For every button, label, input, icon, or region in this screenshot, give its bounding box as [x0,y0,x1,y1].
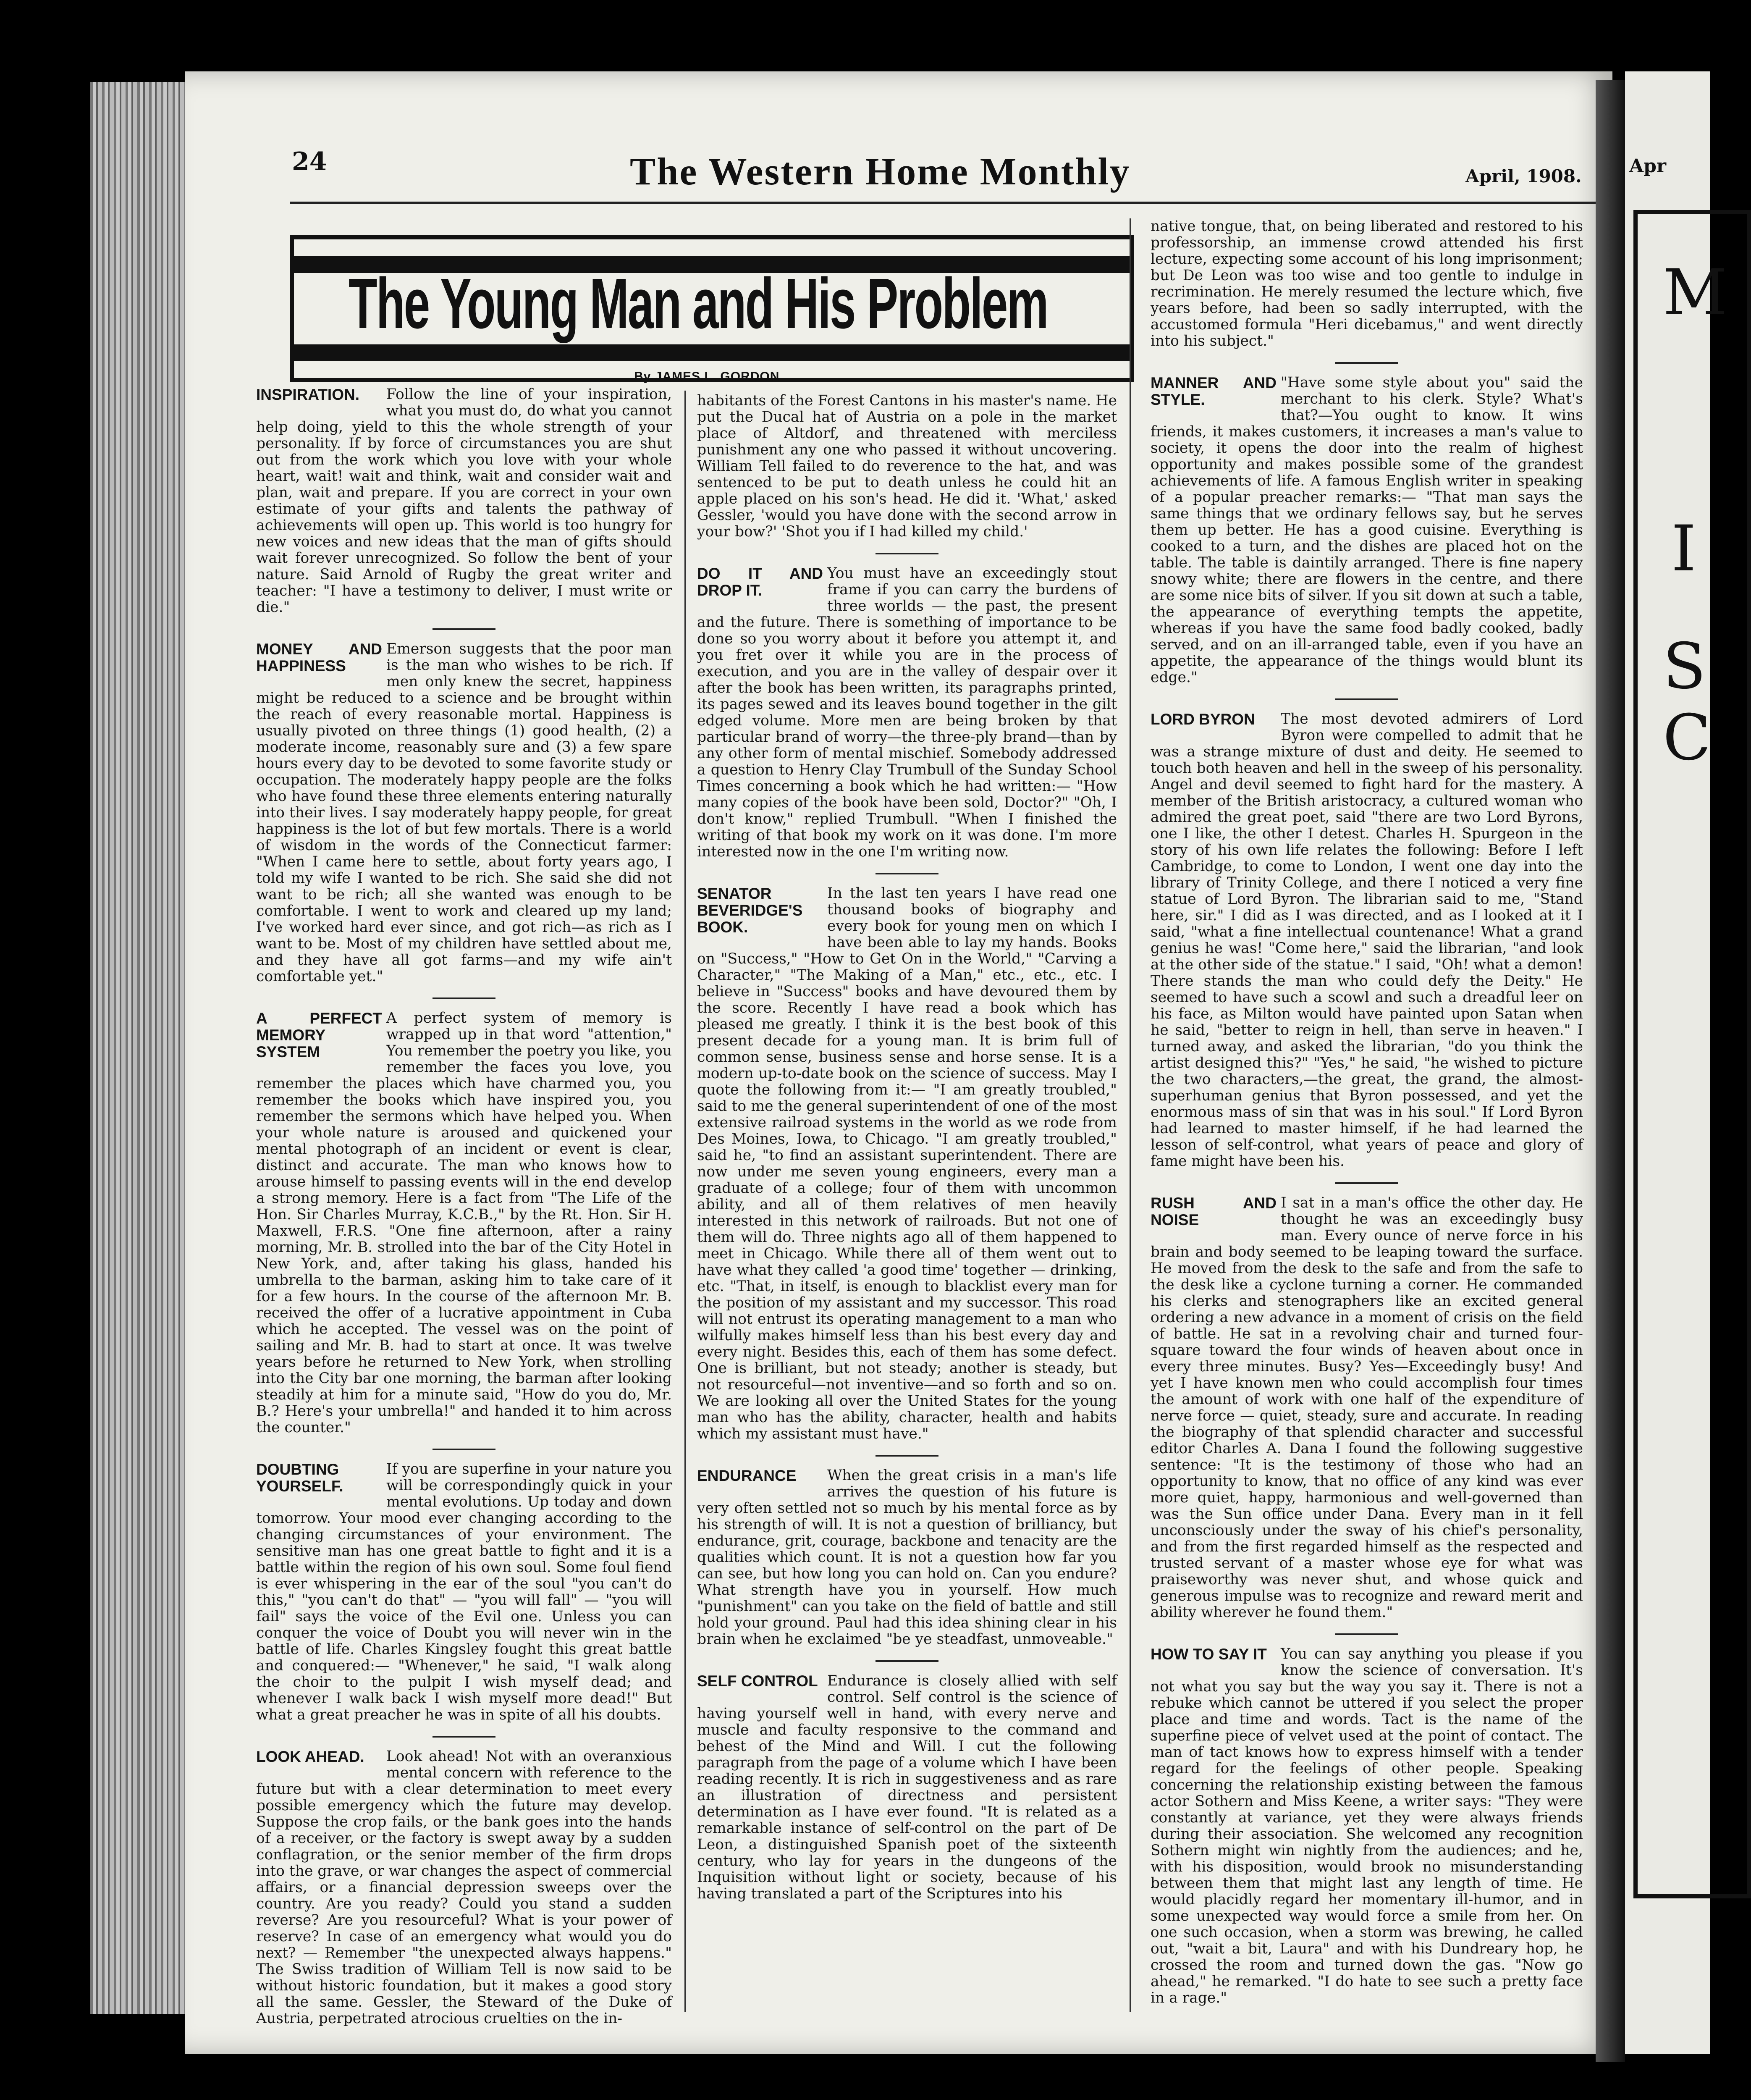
section-separator [876,873,938,874]
section-separator [876,1455,938,1457]
magazine-title: The Western Home Monthly [630,150,1131,193]
column-rule [684,391,686,2012]
section-separator [876,1660,938,1662]
article-section [697,1467,1117,1648]
section-body: Look ahead! Not with an overanxious mental concern with reference to the future but with a clear determination to meet every possible emergency which the future may develop. Suppose the crop fails, or the bank goes into the hands of a receiver, or the factory is swept away by a sudden conflagration, or the senior member of the firm drops into the grave, or war changes the aspect of commercial affairs, or a financial depression sweeps over the country. Are you ready? Could you stand a sudden reverse? Are you resourceful? What is your power of reserve? In case of an emergency what would you do next? — Remember "the unexpected always happens." The Swiss tradition of William Tell is now said to be without historic foundation, but it makes a good story all the same. Gessler, the Steward of the Duke of Austria, perpetrated atrocious cruelties on the in- [256,1748,672,2027]
text-column-1 [256,386,672,2027]
section-body: You can say anything you please if you know the science of conversation. It's not what you say but the way you say it. There is not a rebuke which cannot be uttered if you select the proper place and time and words. Tact is the name of the superfine piece of velvet used at the point of contact. The man of tact knows how to express himself with a tender regard for the feelings of other people. Speaking concerning the relationship existing between the famous actor Sothern and Miss Keene, a writer says: "They were constantly at variance, yet they were always friends during their association. She welcomed any recognition Sothern might win nightly from the audiences; and he, with his disposition, would brook no misunderstanding between them that might last any length of time. He would placidly regard her momentary ill-humor, and in some unexpected way would force a smile from her. On one such occasion, when a storm was brewing, he called out, "wait a bit, Laura" and with his Dundreary hop, he crossed the room and turned down the gas. "Now go ahead," he remarked. "I do hate to see such a pretty face in a rage." [1151,1646,1583,2006]
facing-page-letter: I [1671,512,1696,585]
section-separator [1335,1633,1398,1635]
facing-page-edge [1625,71,1727,2054]
section-body: When the great crisis in a man's life arrives the question of his future is very often settled not so much by his mental force as by his strength of will. It is not a question of brilliancy, but endurance, grit, courage, backbone and tenacity are the qualities which count. It is not a question how far you can see, but how long you can hold on. Can you endure? What strength have you in yourself. How much "punishment" can you take on the field of battle and still hold your ground. Paul had this idea shining clear in his brain when he exclaimed "be ye steadfast, unmoveable." [697,1467,1117,1648]
section-body: native tongue, that, on being liberated and restored to his professorship, an immense crowd attended his first lecture, expecting some account of his long imprisonment; but De Leon was too wise and too gentle to indulge in recrimination. He merely resumed the lecture which, five years before, had been so sadly interrupted, with the accustomed formula "Heri dicebamus," and went directly into his subject." [1151,218,1583,349]
page-number: 24 [292,147,327,176]
text-column-2 [697,393,1117,1902]
article-section [256,1010,672,1436]
section-separator [433,1736,495,1738]
section-separator [433,998,495,999]
section-heading: DO IT AND DROP IT. [697,565,823,599]
section-heading: LORD BYRON [1151,711,1255,728]
article-section [697,885,1117,1442]
section-body: The most devoted admirers of Lord Byron were compelled to admit that he was a strange mixture of dust and deity. He seemed to touch both heaven and hell in the sweep of his personality. Angel and devil seemed to fight hard for the mastery. A member of the British aristocracy, a cultured woman who admired the great poet, said "there are two Lord Byrons, one I like, the other I detest. Charles H. Spurgeon in the story of his own life relates the following: Before I left Cambridge, to come to London, I went one day into the library of Trinity College, and there I noticed a very fine statue of Lord Byron. The librarian said to me, "Stand here, sir." I did as I was directed, and as I looked at it I said, "what a fine intellectual countenance! What a grand genius he was! "Come here," said the librarian, "and look at the other side of the statue." I said, "Oh! what a demon! There stands the man who could defy the Deity." He seemed to have such a scowl and such a dreadful leer on his face, as Milton would have painted upon Satan when he said, "better to reign in hell, than serve in heaven." I turned away, and asked the librarian, "do you think the artist designed this?" "Yes," he said, "he wished to picture the two characters,—the great, the grand, the almost-superhuman genius that Byron possessed, and yet the enormous mass of sin that was in his soul." If Lord Byron had learned to master himself, if he had learned the lesson of self-control, what years of peace and glory of fame might have been his. [1151,711,1583,1170]
article-section [1151,1195,1583,1621]
section-heading: SELF CONTROL [697,1672,818,1690]
article-section [1151,218,1583,349]
facing-page-letter: M [1663,256,1727,329]
facing-page-frame [1633,210,1751,1898]
section-separator [433,1449,495,1450]
section-separator [1335,362,1398,364]
section-heading: INSPIRATION. [256,386,359,403]
article-section [256,386,672,616]
text-column-3 [1151,218,1583,2006]
header-rule [290,202,1596,204]
section-body: You must have an exceedingly stout frame if you can carry the burdens of three worlds — the past, the present and the future. There is something of importance to be done so you worry about it before you attempt it, and you fret over it while you are in the process of execution, and you are in the valley of despair over it after the book has been written, its paragraphs printed, its pages sewed and its leaves bound together in the gilt edged volume. More men are being broken by that particular brand of worry—the three-ply brand—than by any other form of mental mischief. Somebody addressed a question to Henry Clay Trumbull of the Sunday School Times concerning a book which he had written:— "How many copies of the book have been sold, Doctor?" "Oh, I don't know," replied Trumbull. "When I finished the writing of that book my work on it was done. I'm more interested now in the one I'm writing now. [697,565,1117,860]
article-section [1151,1646,1583,2006]
article-title: The Young Man and His Problem [349,264,1048,344]
article-section [697,565,1117,860]
article-section [256,1748,672,2027]
title-box-bar [294,344,1130,361]
facing-page-letter: S [1663,630,1706,703]
section-heading: A PERFECT MEMORY SYSTEM [256,1010,382,1060]
article-section [256,641,672,985]
page-gutter [1596,80,1625,2062]
section-heading: HOW TO SAY IT [1151,1646,1267,1663]
article-byline: By JAMES L. GORDON [634,370,780,383]
section-separator [433,628,495,630]
section-body: Emerson suggests that the poor man is the man who wishes to be rich. If men only knew the secret, happiness might be reduced to a science and be brought within the reach of every reasonable mortal. Happiness is usually pivoted on three things (1) good health, (2) a moderate income, reasonably sure and (3) a few spare hours every day to be devoted to some favorite study or occupation. The moderately happy people are the folks who have found these three elements entering naturally into their lives. I say moderately happy people, for great happiness is the lot of but few mortals. There is a world of wisdom in the words of the Connecticut farmer: "When I came here to settle, about forty years ago, I told my wife I wanted to be rich. She said she did not want to be rich; all she wanted was enough to be comfortable. I went to work and cleared up my land; I've worked hard ever since, and got rich—as rich as I want to be. Most of my children have settled about me, and they have all got farms—and my wife ain't comfortable yet." [256,640,672,985]
article-title-box [290,235,1134,382]
section-body: I sat in a man's office the other day. He thought he was an exceedingly busy man. Every ounce of nerve force in his brain and body seemed to be leaping toward the surface. He moved from the desk to the safe and from the safe to the desk like a cyclone turning a corner. He commanded his clerks and stenographers like an excited general ordering a new advance in a moment of crisis on the field of battle. He sat in a revolving chair and turned four-square toward the four winds of heaven about once in every three minutes. Busy? Yes—Exceedingly busy! And yet I have known men who could accomplish four times the amount of work with one half of the expenditure of nerve force — quiet, steady, sure and accurate. In reading the biography of that splendid character and successful editor Charles A. Dana I found the following suggestive sentence: "It is the testimony of those who had an opportunity to know, that no office of any kind was ever more quiet, happy, harmonious and well-governed than was the Sun office under Dana. Every man in it fell unconsciously under the sway of his chief's personality, and from the first regarded himself as the respected and trusted servant of a master whose eye for what was praiseworthy was never shut, and whose quick and generous impulse was to recognize and reward merit and ability wherever he found them." [1151,1194,1583,1621]
facing-page-header: Apr [1629,155,1667,177]
section-heading: SENATOR BEVERIDGE'S BOOK. [697,885,803,936]
section-separator [1335,1182,1398,1184]
article-section [1151,711,1583,1170]
section-body: habitants of the Forest Cantons in his master's name. He put the Ducal hat of Austria on a pole in the market place of Altdorf, and threatened with merciless punishment any one who passed it without uncovering. William Tell failed to do reverence to the hat, and was sentenced to be put to death unless he could hit an apple placed on his son's head. He did it. 'What,' asked Gessler, 'would you have done with the second arrow in your bow?' 'Shot you if I had killed my child.' [697,392,1117,540]
article-section [697,393,1117,540]
column-rule [1130,218,1131,2012]
book-spine [90,82,185,2014]
section-heading: ENDURANCE [697,1467,797,1484]
section-heading: DOUBTING YOURSELF. [256,1461,343,1495]
section-heading: LOOK AHEAD. [256,1748,364,1765]
article-section [256,1461,672,1723]
facing-page-letter: C [1663,701,1711,774]
section-body: In the last ten years I have read one thousand books of biography and every book for young men on which I have been able to lay my hands. Books on "Success," "How to Get On in the World," "Carving a Character," "The Making of a Man," etc., etc., etc. I believe in "Success" books and have devoured them by the score. Recently I have read a book which has pleased me greatly. I think it is the best book of this present decade for a young man. It is brim full of common sense, business sense and horse sense. It is a modern up-to-date book on the science of success. May I quote the following from it:— "I am greatly troubled," said to me the general superintendent of one of the most extensive railroad systems in the world as we rode from Des Moines, Iowa, to Chicago. "I am greatly troubled," said he, "to find an assistant superintendent. There are now under me seven young engineers, every man a graduate of a college; four of them with uncommon ability, and all of them relatives of men heavily interested in this network of railroads. But not one of them will do. Three nights ago all of them happened to meet in Chicago. While there all of them went out to have what they called 'a good time' together — drinking, etc. "That, in itself, is enough to blacklist every man for the position of my assistant and my successor. This road will not entrust its operating management to a man who wilfully makes himself less than his best every day and every night. Besides this, each of them has some defect. One is brilliant, but not steady; another is steady, but not resourceful—not inventive—and so forth and so on. We are looking all over the United States for the young man who has the ability, character, health and habits which my assistant must have." [697,885,1117,1442]
section-heading: MANNER AND STYLE. [1151,374,1277,408]
section-separator [876,553,938,554]
section-heading: MONEY AND HAPPINESS [256,640,382,675]
article-section [1151,375,1583,686]
section-heading: RUSH AND NOISE [1151,1194,1277,1228]
section-body: A perfect system of memory is wrapped up in that word "attention," You remember the poetry you like, you remember the faces you love, you remember the places which have charmed you, you remember the books which have inspired you, you remember the sermons which have helped you. When your whole nature is aroused and quickened your mental photograph of an incident or event is clear, distinct and accurate. The man who knows how to arouse himself to passing events will in the end develop a strong memory. Here is a fact from "The Life of the Hon. Sir Charles Murray, K.C.B.," by the Rt. Hon. Sir H. Maxwell, F.R.S. "One fine afternoon, after a rainy morning, Mr. B. strolled into the bar of the City Hotel in New York, and, after taking his glass, handed his umbrella to the barman, asking him to take care of it for a few hours. In the course of the afternoon Mr. B. received the offer of a lucrative appointment in Cuba which he accepted. The vessel was on the point of sailing and Mr. B. had to start at once. It was twelve years before he returned to New York, when strolling into the City bar one morning, the barman after looking steadily at him for a minute said, "How do you do, Mr. B.? Here's your umbrella!" and handed it to him across the counter." [256,1010,672,1436]
article-section [697,1673,1117,1902]
section-separator [1335,698,1398,700]
issue-date: April, 1908. [1465,166,1582,186]
section-body: "Have some style about you" said the merchant to his clerk. Style? What's that?—You ought to know. It wins friends, it makes customers, it increases a man's value to society, it opens the door into the realm of highest opportunity and makes possible some of the grandest achievements of life. A famous English writer in speaking of a popular preacher remarks:— "That man says the same things that we ordinary fellows say, but he serves them up better. He has a good cuisine. Everything is cooked to a turn, and the dishes are placed hot on the table. The table is daintily arranged. There is fine napery snowy white; there are flowers in the centre, and there are some nice bits of silver. If you sit down at such a table, the appearance of everything tempts the appetite, whereas if you have the same food badly cooked, badly served, and on an ill-arranged table, even if you have an appetite, the appearance of the things would blunt its edge." [1151,374,1583,686]
section-body: Follow the line of your inspiration, what you must do, do what you cannot help doing, yield to this the whole strength of your personality. If by force of circumstances you are shut out from the work which you love with your whole heart, wait! wait and think, wait and consider wait and plan, wait and prepare. If you are correct in your own estimate of your gifts and talents the pathway of achievements will open up. This world is too hungry for new voices and new ideas that the man of gifts should wait forever unrecognized. So follow the bent of your nature. Said Arnold of Rugby the great writer and teacher: "I have a testimony to deliver, I must write or die." [256,386,672,616]
section-body: If you are superfine in your nature you will be correspondingly quick in your mental evolutions. Up today and down tomorrow. Your mood ever changing according to the changing circumstances of your environment. The sensitive man has one great battle to fight and it is a battle within the region of his own soul. Some foul fiend is ever whispering in the ear of the soul "you can't do this," "you can't do that" — "you will fall" — "you will fail" says the voice of the Evil one. Unless you can conquer the voice of Doubt you will never win in the battle of life. Charles Kingsley fought this great battle and conquered:— "Whenever," he said, "I walk along the choir to the pulpit I wish myself dead; and whenever I walk back I wish myself more dead!" But what a great preacher he was in spite of all his doubts. [256,1461,672,1723]
section-body: Endurance is closely allied with self control. Self control is the science of having yourself well in hand, with every nerve and muscle and faculty responsive to the command and behest of the Mind and Will. I cut the following paragraph from the page of a volume which I have been reading recently. It is rich in suggestiveness and as rare an illustration of directness and persistent determination as I have ever found. "It is related as a remarkable instance of self-control on the part of De Leon, a distinguished Spanish poet of the sixteenth century, who lay for years in the dungeons of the Inquisition without light or society, because of his having translated a part of the Scriptures into his [697,1672,1117,1902]
